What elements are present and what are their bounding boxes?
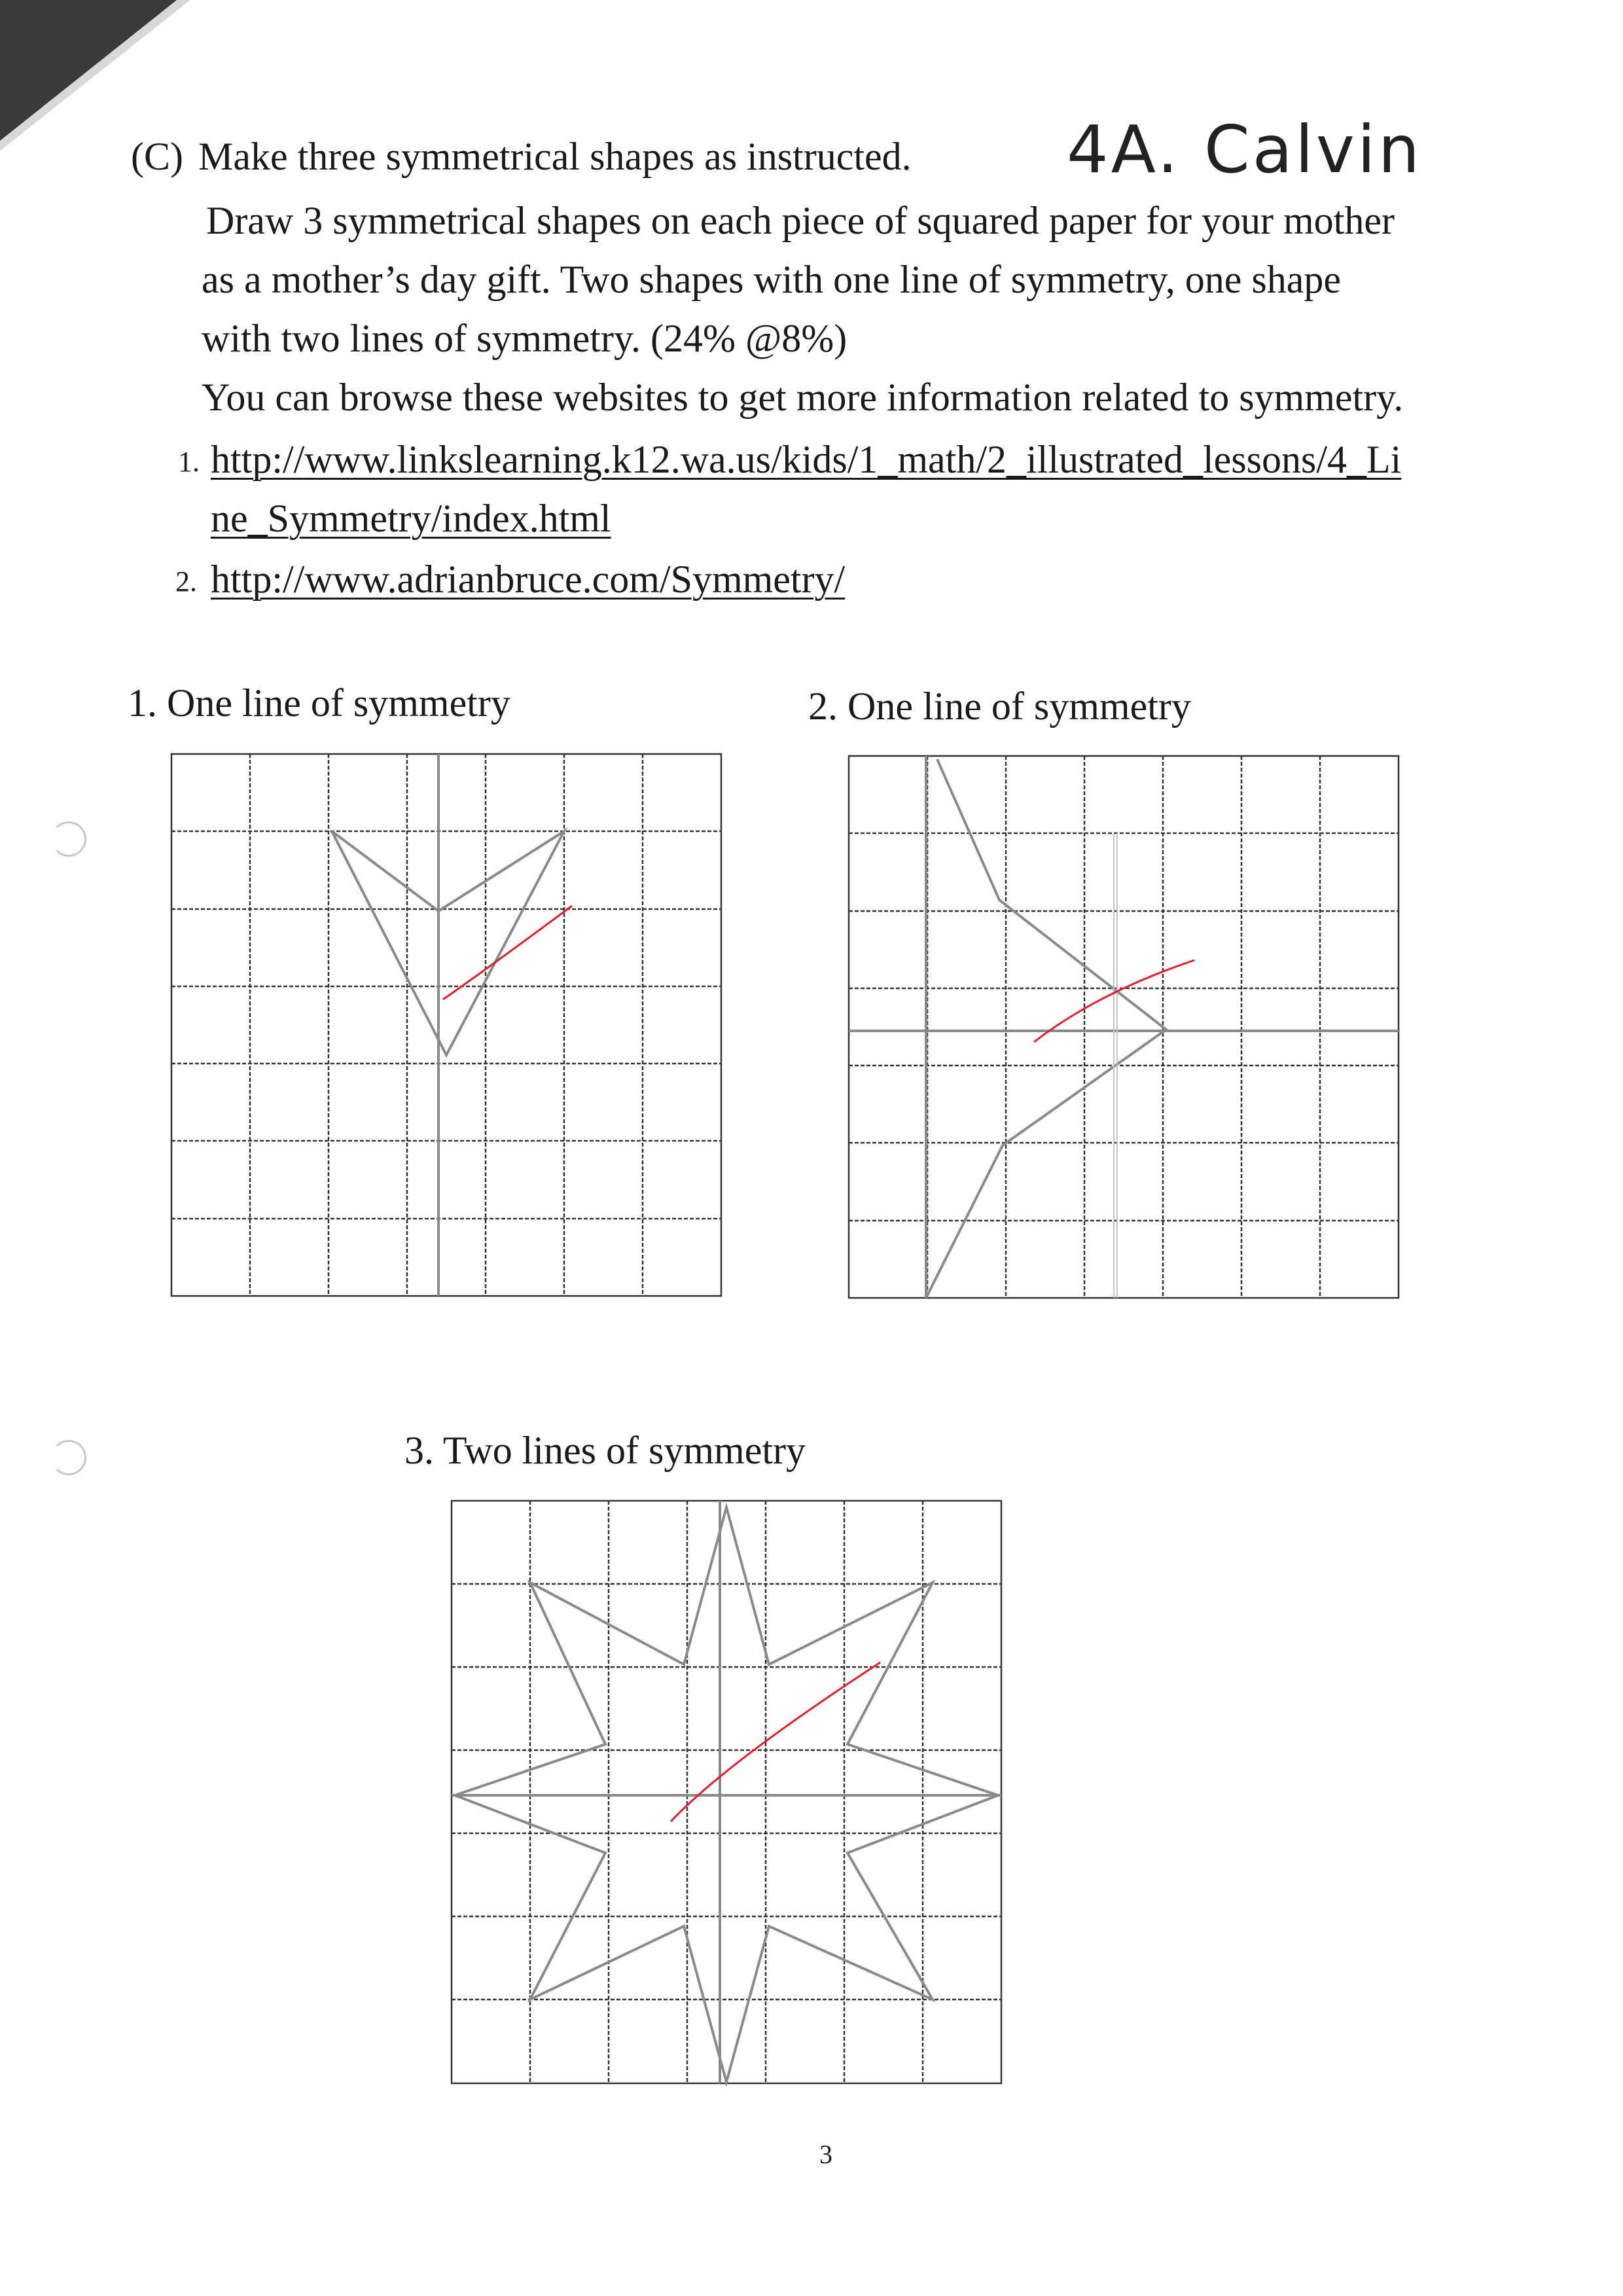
grid-3-star-shape	[452, 1501, 1001, 2083]
teacher-check-mark	[443, 906, 572, 999]
student-name-handwritten: 4A. Calvin	[1067, 111, 1423, 188]
exercise-3-label: 3. Two lines of symmetry	[404, 1429, 806, 1472]
grid-1	[171, 754, 721, 1296]
instruction-line-1: Draw 3 symmetrical shapes on each piece of squared paper for your mother	[206, 199, 1395, 242]
exercise-2-label: 2. One line of symmetry	[808, 685, 1191, 728]
page-number: 3	[819, 2140, 832, 2169]
grid-2-lines	[849, 756, 1399, 1298]
grid-1-shape	[332, 754, 564, 1296]
grid-1-lines	[171, 754, 721, 1296]
section-label: (C)	[131, 135, 183, 178]
link-number-2: 2.	[175, 565, 197, 598]
hole-punch-mark	[51, 1440, 86, 1475]
grid-2-shape	[849, 756, 1399, 1298]
instruction-line-3: with two lines of symmetry. (24% @8%)	[202, 317, 847, 360]
link-1-line-2[interactable]: ne_Symmetry/index.html	[211, 497, 611, 540]
link-2[interactable]: http://www.adrianbruce.com/Symmetry/	[211, 558, 846, 601]
grid-3	[452, 1501, 1001, 2083]
hole-punch-mark	[51, 821, 86, 857]
link-number-1: 1.	[178, 446, 200, 478]
instruction-line-2: as a mother’s day gift. Two shapes with one line of symmetry, one shape	[202, 258, 1341, 301]
section-title: Make three symmetrical shapes as instructed.	[198, 135, 912, 178]
grid-2	[849, 756, 1399, 1298]
instruction-line-4: You can browse these websites to get more information related to symmetry.	[202, 376, 1404, 419]
link-1-line-1[interactable]: http://www.linkslearning.k12.wa.us/kids/1_math/2_illustrated_lessons/4_Li	[211, 438, 1402, 481]
exercise-1-label: 1. One line of symmetry	[128, 681, 510, 725]
